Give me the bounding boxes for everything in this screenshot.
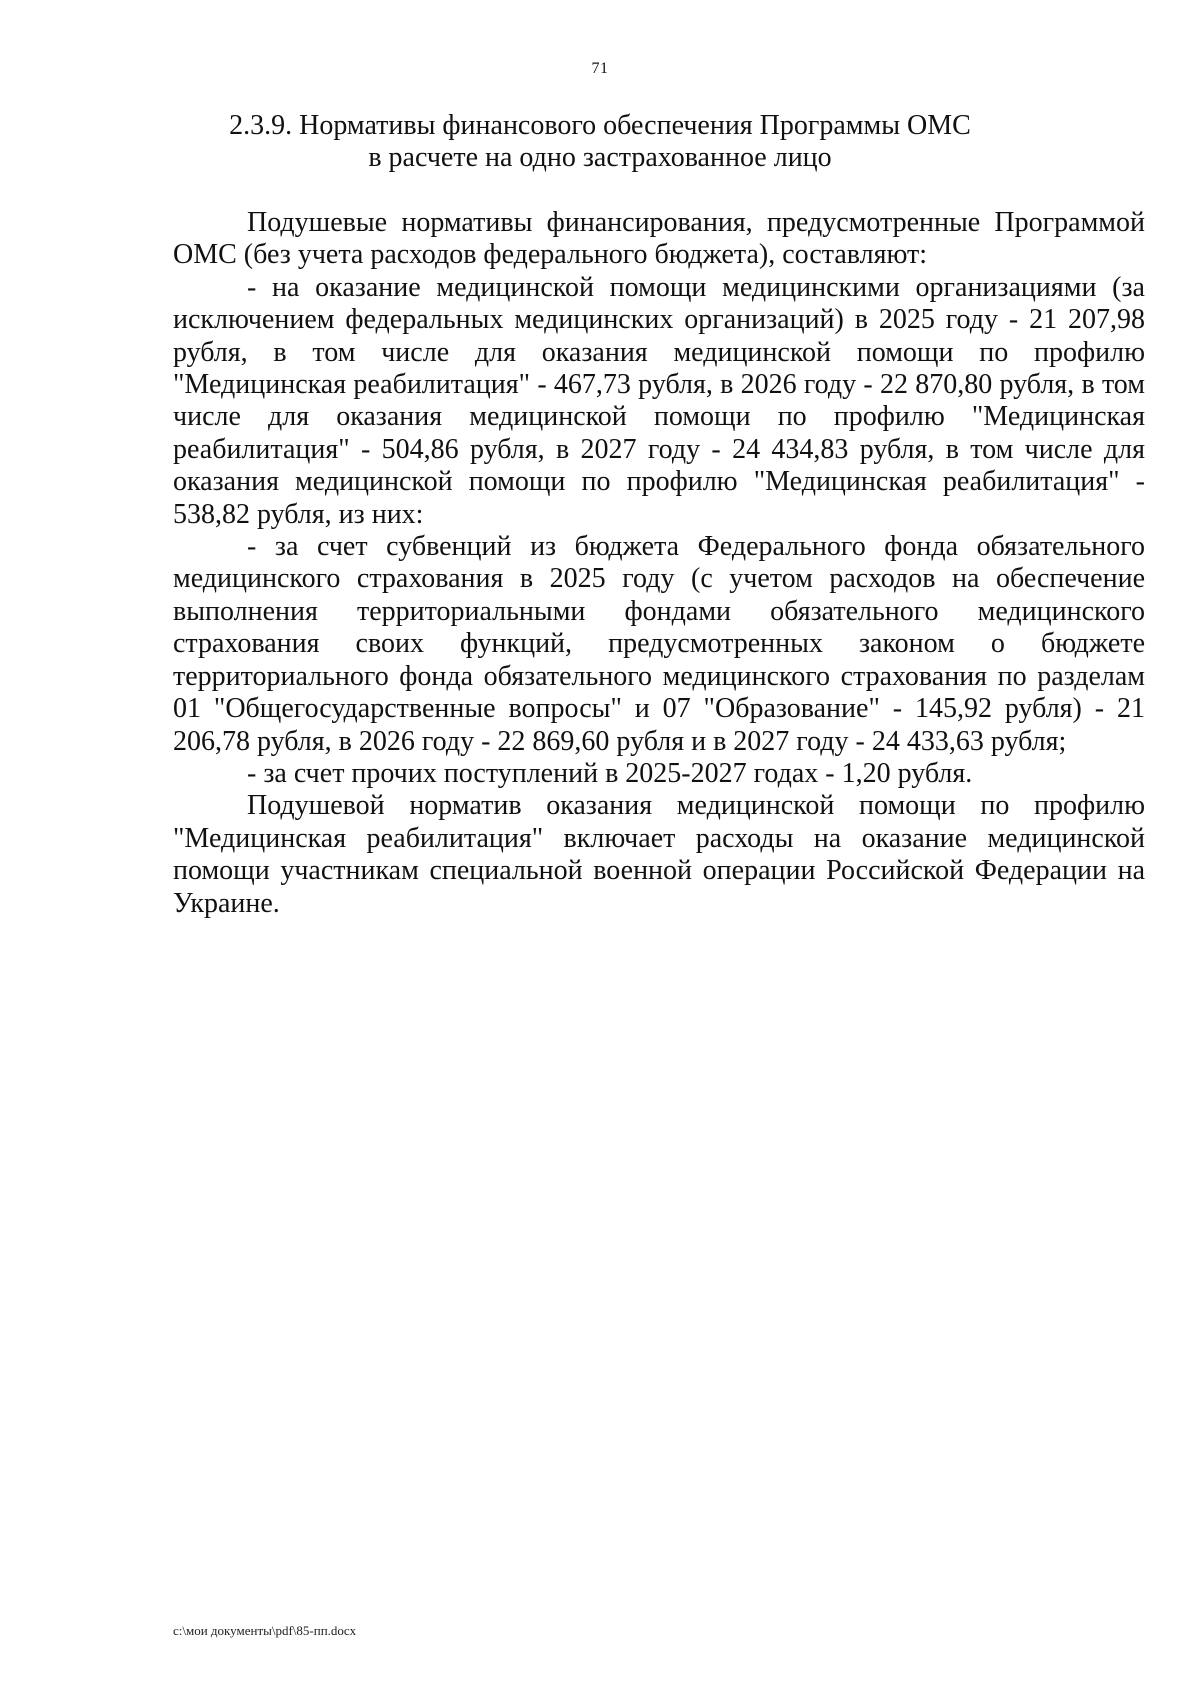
paragraph-subventions: - за счет субвенций из бюджета Федерального фонда обязательного медицинского страхования в 2025 году (с учетом расходов на обеспечение выполнения территориальными фондами обязательного медицинского страхования своих функций, предусмотренных законом о бюджете территориального фонда обязательного медицинского страхования по разделам 01 "Общегосударственные вопросы" и 07 "Образование" - 145,92 рубля) - 21 206,78 рубля, в 2026 году - 22 869,60 рубля и в 2027 году - 24 433,63 рубля; [173, 531, 1145, 757]
section-heading [100, 110, 1100, 174]
section-heading-line-2: в расчете на одно застрахованное лицо [368, 142, 832, 173]
footer-file-path: c:\мои документы\pdf\85-пп.docx [173, 1623, 357, 1638]
paragraph-other-receipts: - за счет прочих поступлений в 2025-2027 годах - 1,20 рубля. [247, 757, 973, 789]
paragraph-rehabilitation-norm: Подушевой норматив оказания медицинской помощи по профилю "Медицинская реабилитация" включает расходы на оказание медицинской помощи участникам специальной военной операции Российской Федерации на Украине. [173, 790, 1145, 919]
paragraph-per-capita-norms-intro: Подушевые нормативы финансирования, предусмотренные Программой ОМС (без учета расходов федерального бюджета), составляют: [173, 207, 1145, 271]
document-body [173, 207, 1145, 920]
paragraph-medical-organizations: - на оказание медицинской помощи медицинскими организациями (за исключением федеральных медицинских организаций) в 2025 году - 21 207,98 рубля, в том числе для оказания медицинской помощи по профилю "Медицинская реабилитация" - 467,73 рубля, в 2026 году - 22 870,80 рубля, в том числе для оказания медицинской помощи по профилю "Медицинская реабилитация" - 504,86 рубля, в 2027 году - 24 434,83 рубля, в том числе для оказания медицинской помощи по профилю "Медицинская реабилитация" - 538,82 рубля, из них: [173, 271, 1145, 530]
page-number: 71 [591, 60, 609, 77]
section-heading-line-1: 2.3.9. Нормативы финансового обеспечения Программы ОМС [229, 110, 971, 141]
